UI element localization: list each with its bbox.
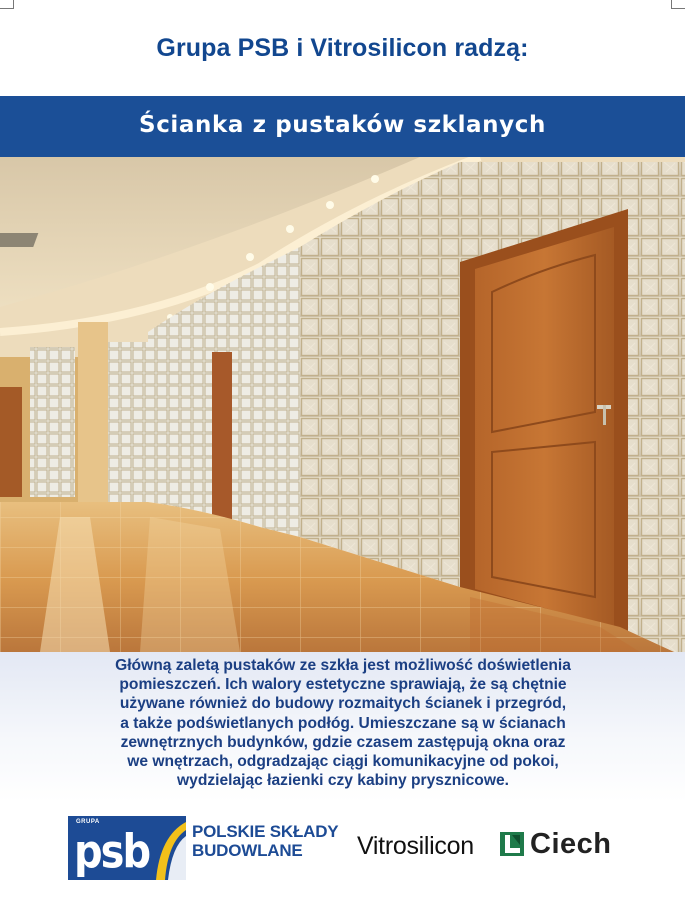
psb-company-name <box>192 822 338 860</box>
psb-grupa-label: GRUPA <box>76 819 100 825</box>
interior-glass-block-wall-photo <box>0 157 685 652</box>
psb-name-line1: POLSKIE SKŁADY <box>192 822 339 841</box>
crop-mark <box>13 0 14 8</box>
body-line: pomieszczeń. Ich walory estetyczne sprawiają, że są chętnie <box>119 676 567 694</box>
body-line: wydzielając łazienki czy kabiny prysznicowe. <box>177 772 509 790</box>
ciech-mark-icon <box>500 832 524 856</box>
body-line: używane również do budowy rozmaitych ścianek i przegród, <box>119 695 567 713</box>
subtitle: Ścianka z pustaków szklanych <box>139 112 546 138</box>
body-line: Główną zaletą pustaków ze szkła jest możliwość doświetlenia <box>115 657 571 674</box>
logo-strip <box>0 808 685 888</box>
body-line: we wnętrzach, odgradzając ciągi komunikacyjne od pokoi, <box>127 753 559 771</box>
psb-logo <box>68 816 186 880</box>
body-paragraph <box>58 656 628 790</box>
psb-wordmark: psb <box>74 826 150 879</box>
crop-mark <box>671 0 672 8</box>
body-line: zewnętrznych budynków, gdzie czasem zastępują okna oraz <box>120 733 566 751</box>
crop-mark <box>0 8 14 9</box>
body-line: a także podświetlanych podłóg. Umieszczane są w ścianach <box>120 714 566 732</box>
page-title: Grupa PSB i Vitrosilicon radzą: <box>156 34 529 62</box>
crop-mark <box>671 8 685 9</box>
ciech-logo: Ciech <box>530 828 612 860</box>
psb-name-line2: BUDOWLANE <box>192 841 303 860</box>
vitrosilicon-logo: Vitrosilicon <box>357 832 474 860</box>
